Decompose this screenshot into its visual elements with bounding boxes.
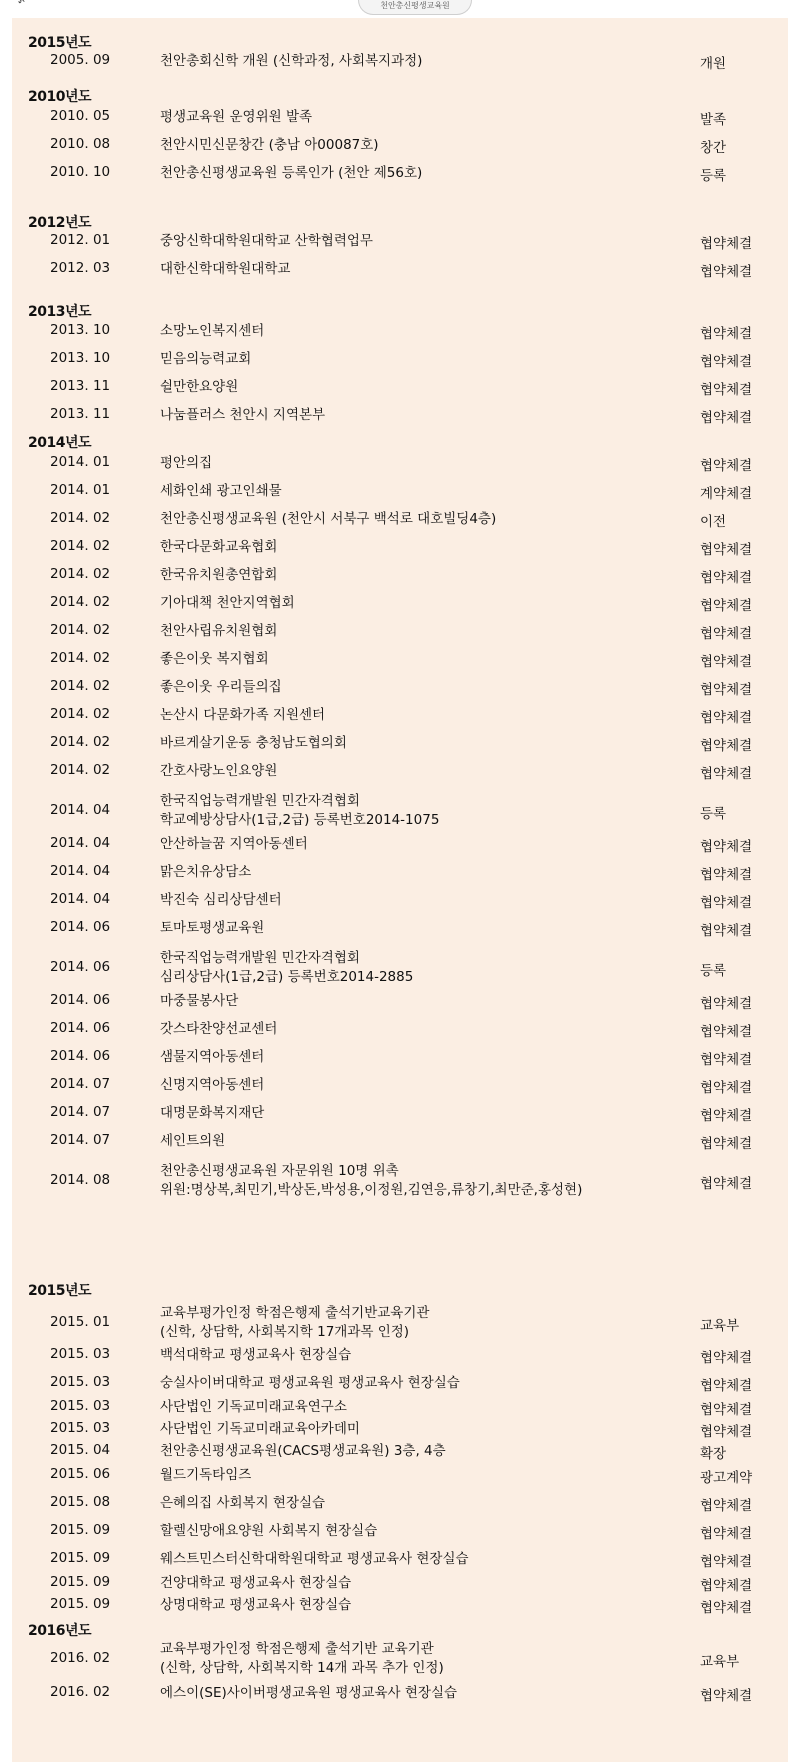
- history-row: [12, 164, 788, 183]
- history-row: [12, 378, 788, 397]
- row-description: [160, 322, 264, 341]
- row-description: [160, 566, 277, 585]
- row-description-line: 숭실사이버대학교 평생교육원 평생교육사 현장실습: [160, 1375, 460, 1391]
- row-description-line: 사단법인 기독교미래교육아카데미: [160, 1421, 360, 1437]
- row-description: [160, 1640, 444, 1678]
- row-description-line: 월드기독타임즈: [160, 1467, 252, 1483]
- back-arrow-icon[interactable]: ↶: [18, 0, 25, 7]
- row-description: [160, 622, 277, 641]
- row-description-line: 중앙신학대학원대학교 산학협력업무: [160, 233, 373, 249]
- row-description-line: 천안총회신학 개원 (신학과정, 사회복지과정): [160, 53, 423, 69]
- row-description-line: 안산하늘꿈 지역아동센터: [160, 836, 308, 852]
- row-status: 협약체결: [700, 1136, 753, 1152]
- row-date: 2015. 09: [50, 1550, 111, 1566]
- row-status: 협약체결: [700, 839, 753, 855]
- row-status: 협약체결: [700, 710, 753, 726]
- row-description-line: 에스이(SE)사이버평생교육원 평생교육사 현장실습: [160, 1685, 458, 1701]
- row-date: 2014. 02: [50, 622, 111, 638]
- row-description-line-2: 심리상담사(1급,2급) 등록번호2014-2885: [160, 969, 414, 985]
- row-description-line: 교육부평가인정 학점은행제 출석기반 교육기관: [160, 1641, 434, 1657]
- row-date: 2013. 10: [50, 322, 111, 338]
- row-status: 협약체결: [700, 326, 753, 342]
- row-description: [160, 52, 422, 71]
- row-status: 협약체결: [700, 236, 753, 252]
- row-date: 2015. 09: [50, 1522, 111, 1538]
- history-row: [12, 734, 788, 753]
- row-status: 협약체결: [700, 1080, 753, 1096]
- history-row: [12, 792, 788, 830]
- row-date: 2014. 02: [50, 594, 111, 610]
- row-description-line-2: (신학, 상담학, 사회복지학 17개과목 인정): [160, 1324, 410, 1340]
- row-status: 확장: [700, 1446, 727, 1462]
- row-status: 협약체결: [700, 682, 753, 698]
- row-date: 2013. 11: [50, 406, 111, 422]
- row-status: 협약체결: [700, 1578, 753, 1594]
- year-heading: 2013년도: [28, 304, 92, 320]
- history-row: [12, 1162, 788, 1200]
- row-date: 2014. 02: [50, 762, 111, 778]
- row-status: 협약체결: [700, 766, 753, 782]
- row-status: 협약체결: [700, 1526, 753, 1542]
- row-date: 2014. 02: [50, 706, 111, 722]
- row-status: 협약체결: [700, 923, 753, 939]
- row-description-line: 논산시 다문화가족 지원센터: [160, 707, 326, 723]
- row-description-line: 백석대학교 평생교육사 현장실습: [160, 1347, 352, 1363]
- row-status: 협약체결: [700, 1176, 753, 1192]
- row-date: 2012. 03: [50, 260, 111, 276]
- row-status: 협약체결: [700, 1554, 753, 1570]
- row-description-line: 교육부평가인정 학점은행제 출석기반교육기관: [160, 1305, 430, 1321]
- row-description-line: 할렐신망애요양원 사회복지 현장실습: [160, 1523, 378, 1539]
- history-row: [12, 566, 788, 585]
- row-description: [160, 1162, 582, 1200]
- row-description: [160, 891, 282, 910]
- history-row: [12, 1574, 788, 1593]
- row-date: 2010. 05: [50, 108, 111, 124]
- row-description: [160, 1550, 469, 1569]
- row-date: 2014. 06: [50, 1048, 111, 1064]
- row-description-line: 천안총신평생교육원 (천안시 서북구 백석로 대호빌딩4층): [160, 511, 497, 527]
- row-date: 2016. 02: [50, 1650, 111, 1666]
- row-description-line: 간호사랑노인요양원: [160, 763, 278, 779]
- row-date: 2014. 02: [50, 650, 111, 666]
- row-description: [160, 863, 251, 882]
- row-status: 협약체결: [700, 1052, 753, 1068]
- row-date: 2015. 04: [50, 1442, 111, 1458]
- row-description-line: 대한신학대학원대학교: [160, 261, 291, 277]
- row-description-line: 사단법인 기독교미래교육연구소: [160, 1399, 347, 1415]
- row-description: [160, 482, 282, 501]
- row-description-line: 천안총신평생교육원 등록인가 (천안 제56호): [160, 165, 423, 181]
- row-status: 협약체결: [700, 1688, 753, 1704]
- row-description-line: 은혜의집 사회복지 현장실습: [160, 1495, 326, 1511]
- row-date: 2015. 09: [50, 1574, 111, 1590]
- row-description-line: 한국직업능력개발원 민간자격협회: [160, 793, 360, 809]
- row-description: [160, 232, 373, 251]
- row-description: [160, 1346, 351, 1365]
- row-description-line: 토마토평생교육원: [160, 920, 265, 936]
- row-description: [160, 1020, 277, 1039]
- row-date: 2015. 06: [50, 1466, 111, 1482]
- row-status: 광고계약: [700, 1470, 753, 1486]
- row-date: 2015. 08: [50, 1494, 111, 1510]
- row-description: [160, 406, 325, 425]
- history-row: [12, 1048, 788, 1067]
- row-date: 2014. 02: [50, 510, 111, 526]
- row-date: 2015. 09: [50, 1596, 111, 1612]
- row-description-line: 신명지역아동센터: [160, 1077, 265, 1093]
- row-description: [160, 538, 277, 557]
- year-heading: 2016년도: [28, 1623, 92, 1639]
- row-description: [160, 1596, 351, 1615]
- history-row: [12, 650, 788, 669]
- history-row: [12, 1132, 788, 1151]
- row-description-line: 쉴만한요양원: [160, 379, 239, 395]
- history-row: [12, 863, 788, 882]
- history-row: [12, 1596, 788, 1615]
- row-description: [160, 949, 413, 987]
- row-status: 협약체결: [700, 598, 753, 614]
- row-description-line: 소망노인복지센터: [160, 323, 265, 339]
- row-date: 2014. 04: [50, 863, 111, 879]
- row-status: 협약체결: [700, 382, 753, 398]
- row-status: 협약체결: [700, 1402, 753, 1418]
- row-status: 협약체결: [700, 1378, 753, 1394]
- row-description: [160, 1494, 325, 1513]
- row-description: [160, 1374, 460, 1393]
- row-description: [160, 1132, 225, 1151]
- history-row: [12, 949, 788, 987]
- history-row: [12, 594, 788, 613]
- row-date: 2015. 03: [50, 1374, 111, 1390]
- history-row: [12, 1304, 788, 1342]
- row-description-line: 천안사립유치원협회: [160, 623, 278, 639]
- row-status: 협약체결: [700, 895, 753, 911]
- row-date: 2010. 08: [50, 136, 111, 152]
- year-heading: 2014년도: [28, 435, 92, 451]
- row-description: [160, 378, 238, 397]
- history-row: [12, 1398, 788, 1417]
- row-description-line: 천안총신평생교육원 자문위원 10명 위촉: [160, 1163, 399, 1179]
- row-description: [160, 919, 264, 938]
- history-row: [12, 1640, 788, 1678]
- row-description: [160, 164, 422, 183]
- history-row: [12, 108, 788, 127]
- row-description-line: 갓스타찬양선교센터: [160, 1021, 278, 1037]
- row-date: 2014. 01: [50, 454, 111, 470]
- history-row: [12, 260, 788, 279]
- row-description-line: 세인트의원: [160, 1133, 226, 1149]
- history-row: [12, 919, 788, 938]
- row-date: 2015. 03: [50, 1398, 111, 1414]
- logo-badge: [358, 0, 472, 15]
- history-row: [12, 1550, 788, 1569]
- year-heading: 2015년도: [28, 1283, 92, 1299]
- row-date: 2014. 04: [50, 891, 111, 907]
- row-date: 2014. 04: [50, 802, 111, 818]
- row-status: 협약체결: [700, 570, 753, 586]
- history-row: [12, 706, 788, 725]
- history-row: [12, 322, 788, 341]
- row-description: [160, 1574, 351, 1593]
- row-status: 이전: [700, 514, 727, 530]
- row-description-line: 대명문화복지재단: [160, 1105, 265, 1121]
- history-row: [12, 622, 788, 641]
- row-description-line-2: 학교예방상담사(1급,2급) 등록번호2014-1075: [160, 812, 440, 828]
- row-description-line: 웨스트민스터신학대학원대학교 평생교육사 현장실습: [160, 1551, 469, 1567]
- row-date: 2014. 07: [50, 1076, 111, 1092]
- row-status: 교육부: [700, 1654, 740, 1670]
- history-row: [12, 1020, 788, 1039]
- row-description: [160, 1398, 347, 1417]
- row-description: [160, 350, 251, 369]
- history-row: [12, 350, 788, 369]
- row-status: 협약체결: [700, 354, 753, 370]
- row-status: 교육부: [700, 1318, 740, 1334]
- row-status: 협약체결: [700, 264, 753, 280]
- history-row: [12, 992, 788, 1011]
- row-description-line: 천안시민신문창간 (충남 아00087호): [160, 137, 379, 153]
- row-status: 개원: [700, 56, 727, 72]
- row-description-line: 좋은이웃 복지협회: [160, 651, 269, 667]
- row-date: 2014. 02: [50, 566, 111, 582]
- row-status: 협약체결: [700, 1350, 753, 1366]
- row-description-line: 상명대학교 평생교육사 현장실습: [160, 1597, 352, 1613]
- history-row: [12, 891, 788, 910]
- history-row: [12, 482, 788, 501]
- row-description-line: 한국유치원총연합회: [160, 567, 278, 583]
- row-status: 협약체결: [700, 867, 753, 883]
- row-description: [160, 1048, 264, 1067]
- row-description: [160, 1522, 377, 1541]
- row-date: 2014. 08: [50, 1172, 111, 1188]
- row-date: 2005. 09: [50, 52, 111, 68]
- history-row: [12, 1374, 788, 1393]
- history-row: [12, 232, 788, 251]
- row-date: 2014. 07: [50, 1132, 111, 1148]
- logo-text: 천안총신평생교육원: [380, 1, 450, 10]
- row-date: 2014. 06: [50, 919, 111, 935]
- row-status: 창간: [700, 140, 727, 156]
- row-date: 2015. 03: [50, 1346, 111, 1362]
- history-row: [12, 1684, 788, 1703]
- row-description-line: 나눔플러스 천안시 지역본부: [160, 407, 326, 423]
- history-row: [12, 1346, 788, 1365]
- row-description: [160, 792, 439, 830]
- row-date: 2014. 02: [50, 678, 111, 694]
- row-description: [160, 108, 312, 127]
- row-description-line: 한국직업능력개발원 민간자격협회: [160, 950, 360, 966]
- row-date: 2014. 07: [50, 1104, 111, 1120]
- history-row: [12, 1076, 788, 1095]
- row-date: 2013. 10: [50, 350, 111, 366]
- row-status: 협약체결: [700, 542, 753, 558]
- row-description: [160, 1076, 264, 1095]
- row-description-line: 기아대책 천안지역협회: [160, 595, 295, 611]
- row-description-line-2: 위원:명상복,최민기,박상돈,박성용,이정원,김연응,류창기,최만준,홍성현): [160, 1182, 583, 1198]
- row-description: [160, 734, 347, 753]
- row-date: 2014. 04: [50, 835, 111, 851]
- row-status: 협약체결: [700, 1424, 753, 1440]
- history-row: [12, 454, 788, 473]
- row-date: 2014. 06: [50, 1020, 111, 1036]
- row-date: 2015. 03: [50, 1420, 111, 1436]
- history-row: [12, 762, 788, 781]
- year-heading: 2012년도: [28, 215, 92, 231]
- row-status: 협약체결: [700, 1108, 753, 1124]
- row-date: 2015. 01: [50, 1314, 111, 1330]
- row-description: [160, 454, 212, 473]
- row-description-line: 마중물봉사단: [160, 993, 239, 1009]
- row-status: 계약체결: [700, 486, 753, 502]
- row-description-line: 한국다문화교육협회: [160, 539, 278, 555]
- row-description-line: 평안의집: [160, 455, 213, 471]
- row-status: 협약체결: [700, 1600, 753, 1616]
- history-row: [12, 835, 788, 854]
- history-row: [12, 1104, 788, 1123]
- row-date: 2016. 02: [50, 1684, 111, 1700]
- row-description-line: 믿음의능력교회: [160, 351, 252, 367]
- row-description: [160, 260, 290, 279]
- history-row: [12, 510, 788, 529]
- row-status: 협약체결: [700, 654, 753, 670]
- row-description: [160, 136, 379, 155]
- row-date: 2010. 10: [50, 164, 111, 180]
- row-description-line: 건양대학교 평생교육사 현장실습: [160, 1575, 352, 1591]
- row-description: [160, 1420, 360, 1439]
- row-description-line: 맑은치유상담소: [160, 864, 252, 880]
- row-description: [160, 510, 496, 529]
- history-row: [12, 538, 788, 557]
- row-status: 협약체결: [700, 626, 753, 642]
- row-date: 2012. 01: [50, 232, 111, 248]
- row-description: [160, 1104, 264, 1123]
- row-date: 2014. 06: [50, 959, 111, 975]
- row-description: [160, 762, 277, 781]
- row-description: [160, 1304, 429, 1342]
- row-description: [160, 992, 238, 1011]
- row-date: 2013. 11: [50, 378, 111, 394]
- row-status: 협약체결: [700, 1498, 753, 1514]
- top-bar: [0, 0, 800, 18]
- row-description: [160, 706, 325, 725]
- year-heading: 2010년도: [28, 89, 92, 105]
- history-row: [12, 1442, 788, 1461]
- row-description-line-2: (신학, 상담학, 사회복지학 14개 과목 추가 인정): [160, 1660, 444, 1676]
- row-status: 협약체결: [700, 1024, 753, 1040]
- row-status: 등록: [700, 806, 727, 822]
- row-status: 협약체결: [700, 458, 753, 474]
- row-description-line: 세화인쇄 광고인쇄물: [160, 483, 282, 499]
- row-description: [160, 1466, 251, 1485]
- row-description-line: 천안총신평생교육원(CACS평생교육원) 3층, 4층: [160, 1443, 446, 1459]
- history-row: [12, 52, 788, 71]
- row-description: [160, 835, 308, 854]
- year-heading: 2015년도: [28, 35, 92, 51]
- row-description-line: 좋은이웃 우리들의집: [160, 679, 282, 695]
- row-date: 2014. 02: [50, 538, 111, 554]
- history-row: [12, 406, 788, 425]
- history-row: [12, 1466, 788, 1485]
- row-date: 2014. 01: [50, 482, 111, 498]
- history-row: [12, 678, 788, 697]
- row-description: [160, 678, 282, 697]
- row-date: 2014. 02: [50, 734, 111, 750]
- row-date: 2014. 06: [50, 992, 111, 1008]
- row-description: [160, 1684, 457, 1703]
- history-row: [12, 1420, 788, 1439]
- row-description: [160, 594, 295, 613]
- row-status: 등록: [700, 168, 727, 184]
- row-description-line: 박진숙 심리상담센터: [160, 892, 282, 908]
- history-row: [12, 1494, 788, 1513]
- row-status: 협약체결: [700, 996, 753, 1012]
- history-row: [12, 136, 788, 155]
- row-status: 등록: [700, 963, 727, 979]
- row-description-line: 샘물지역아동센터: [160, 1049, 265, 1065]
- row-status: 발족: [700, 112, 727, 128]
- row-description: [160, 650, 269, 669]
- history-row: [12, 1522, 788, 1541]
- row-description-line: 바르게살기운동 충청남도협의회: [160, 735, 347, 751]
- row-description-line: 평생교육원 운영위원 발족: [160, 109, 313, 125]
- row-description: [160, 1442, 446, 1461]
- row-status: 협약체결: [700, 410, 753, 426]
- row-status: 협약체결: [700, 738, 753, 754]
